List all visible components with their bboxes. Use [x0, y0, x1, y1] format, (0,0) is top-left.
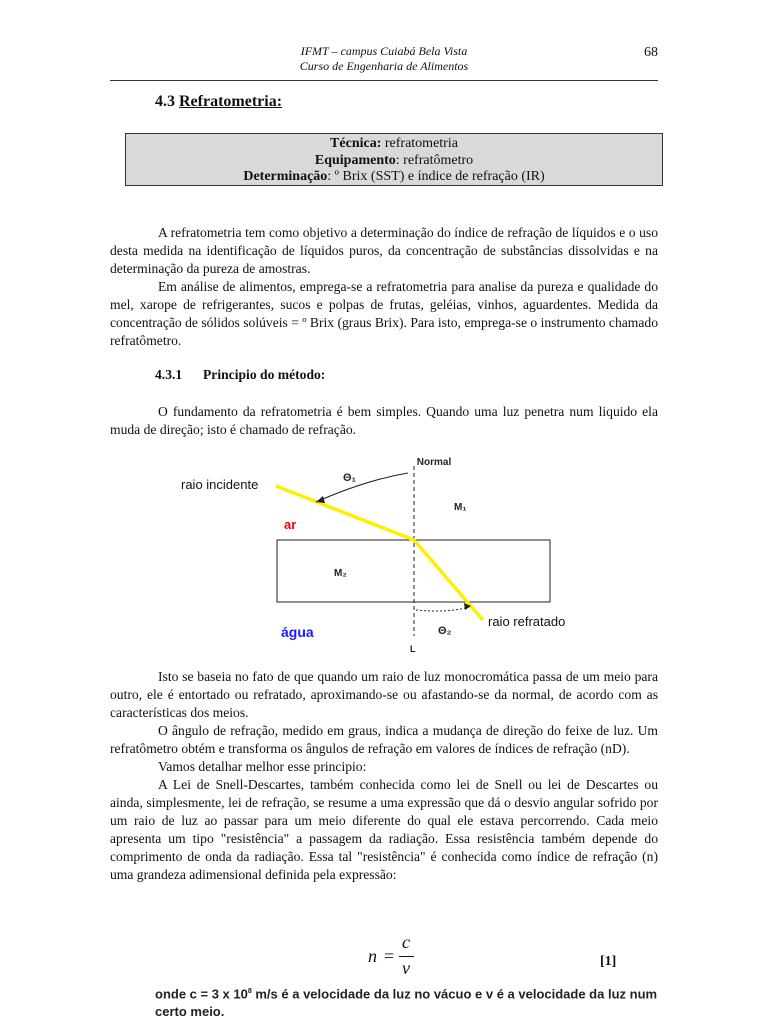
- subsection-name: Principio do método:: [203, 367, 326, 382]
- formula-numerator: c: [402, 932, 410, 952]
- section-name: Refratometria:: [179, 93, 283, 110]
- paragraph: O fundamento da refratometria é bem simples. Quando uma luz penetra num liquido ela muda de direção; isto é chamado de refração.: [110, 404, 658, 437]
- formula-footnote: [155, 983, 665, 1021]
- incident-label: raio incidente: [181, 477, 259, 492]
- body-text: [110, 668, 658, 884]
- page-header: [110, 44, 658, 81]
- theta2-arc: [416, 607, 469, 611]
- tecnica-line: [126, 136, 662, 153]
- paragraph: Em análise de alimentos, emprega-se a refratometria para analise da pureza e qualidade do mel, xarope de refrigerantes, sucos e polpas de frutas, geléias, vinhos, aguardentes. Medida da concentração de sólidos solúveis = º Brix (graus Brix). Para isto, emprega-se o instrumento chamado refratômetro.: [110, 279, 658, 348]
- equipamento-line: [126, 153, 662, 170]
- footnote-part1: onde c = 3 x 10: [155, 986, 248, 1002]
- determinacao-line: [126, 169, 662, 186]
- intro-text: [110, 224, 658, 350]
- section-number: 4.3: [155, 93, 175, 110]
- footnote-exponent: 8: [247, 988, 252, 995]
- m2-label: M₂: [334, 568, 347, 579]
- paragraph: Isto se baseia no fato de que quando um raio de luz monocromática passa de um meio para outro, ele é entortado ou refratado, aproximando-se ou afastando-se da normal, de acordo com as características dos meios.: [110, 669, 658, 720]
- principle-text: [110, 403, 658, 439]
- water-label: água: [281, 624, 314, 640]
- section-title: [155, 93, 282, 111]
- theta1-label: Θ₁: [343, 472, 357, 484]
- header-text: [110, 44, 658, 74]
- determinacao-value: : º Brix (SST) e índice de refração (IR): [327, 169, 545, 184]
- formula-denominator: v: [402, 958, 410, 978]
- paragraph: O ângulo de refração, medido em graus, indica a mudança de direção do feixe de luz. Um refratômetro obtém e transforma os ângulos de refração em valores de índices de refração (nD).: [110, 723, 658, 756]
- refracted-ray: [414, 540, 483, 620]
- refraction-diagram: [170, 452, 590, 657]
- technique-box: [125, 133, 663, 186]
- paragraph: A Lei de Snell-Descartes, também conhecida como lei de Snell ou lei de Descartes ou ainda, simplesmente, lei de refração, se resume a uma expressão que dá o desvio angular sofrido por um raio de luz ao passar para um meio diferente do qual ele estava percorrendo. Cada meio apresenta um tipo "resistência" a passagem da radiação. Essa resistência também depende do comprimento de onda da radiação. Essa tal "resistência" é conhecida como índice de refração (n) uma grandeza adimensional definida pela expressão:: [110, 777, 658, 882]
- equipamento-label: Equipamento: [314, 152, 396, 168]
- paragraph: A refratometria tem como objetivo a determinação do índice de refração de líquidos e o uso desta medida na identificação de líquidos puros, da concentração de substâncias dissolvidas e na determinação da pureza de amostras.: [110, 225, 658, 276]
- refraction-formula: [364, 934, 424, 980]
- theta1-arrowhead: [316, 496, 325, 503]
- paragraph: Vamos detalhar melhor esse principio:: [158, 759, 367, 774]
- equipamento-value: : refratômetro: [395, 152, 474, 168]
- formula-equals: =: [384, 946, 395, 966]
- incident-ray: [276, 486, 414, 540]
- refracted-label: raio refratado: [488, 614, 566, 629]
- page-number: 68: [644, 45, 658, 60]
- tecnica-value: refratometria: [381, 136, 458, 151]
- header-institution: IFMT – campus Cuiabá Bela Vista: [300, 44, 468, 58]
- subsection-title: [155, 367, 325, 383]
- tecnica-label: Técnica:: [330, 136, 382, 151]
- subsection-number: 4.3.1: [155, 367, 183, 382]
- header-course: Curso de Engenharia de Alimentos: [299, 59, 469, 73]
- l-label: L: [410, 644, 416, 654]
- air-label: ar: [284, 517, 297, 532]
- theta1-arc: [316, 473, 408, 502]
- theta2-label: Θ₂: [438, 625, 452, 637]
- determinacao-label: Determinação: [243, 169, 328, 184]
- equation-number: [1]: [600, 954, 617, 969]
- formula-lhs: n: [368, 946, 377, 966]
- fraction-bar: [399, 956, 414, 957]
- footnote-part2: m/s é a velocidade da luz no vácuo e v é a velocidade da luz num certo meio.: [155, 986, 658, 1020]
- normal-label: Normal: [416, 457, 452, 468]
- m1-label: M₁: [454, 502, 467, 513]
